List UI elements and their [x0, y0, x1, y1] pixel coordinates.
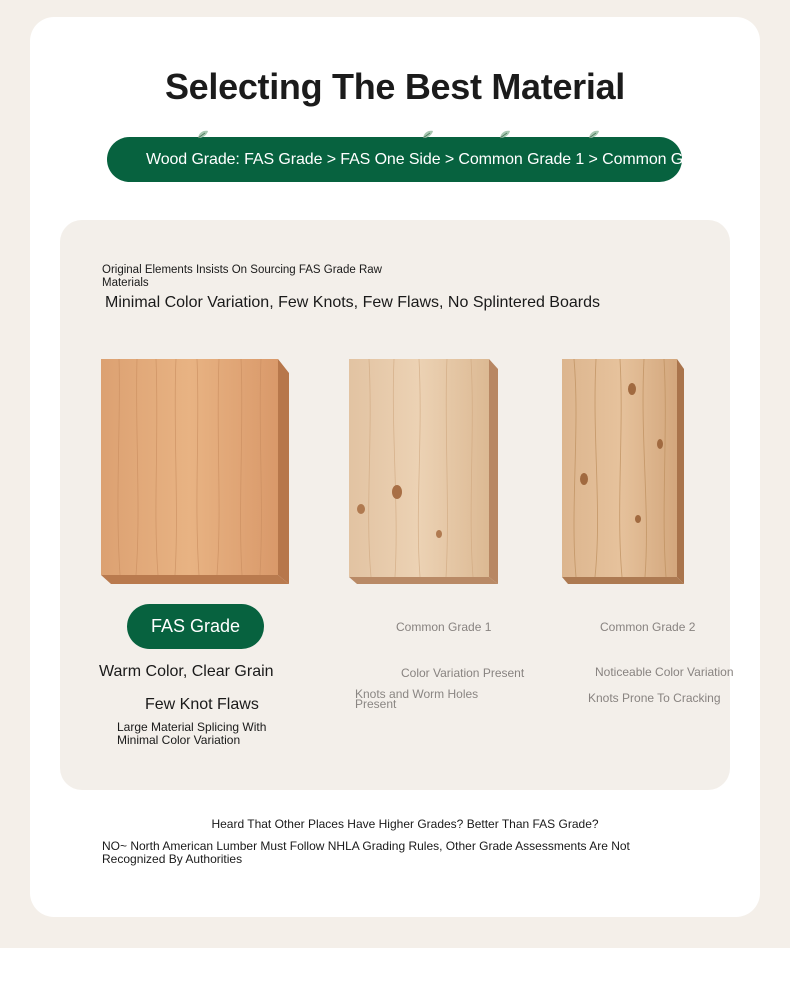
page-title: Selecting The Best Material [164, 66, 626, 107]
leaf-icon [499, 130, 511, 139]
faq-answer: NO~ North American Lumber Must Follow NHLA Grading Rules, Other Grade Assessments Are Not Recognized By Authorities [102, 839, 630, 866]
fas-feature-color: Warm Color, Clear Grain [99, 663, 274, 680]
grade-2-feature-cracking: Knots Prone To Cracking [588, 691, 721, 705]
fas-feature-knots: Few Knot Flaws [145, 696, 259, 713]
common-grade-2-board-image [562, 359, 684, 584]
fas-grade-badge: FAS Grade [127, 604, 264, 649]
common-grade-1-label: Common Grade 1 [396, 620, 492, 634]
grade-order-text: Wood Grade: FAS Grade > FAS One Side > Common Grade 1 > Common Grade 2 [146, 151, 728, 168]
grade-1-feature-knots: Knots and Worm Holes Present [355, 687, 479, 711]
sourcing-note: Original Elements Insists On Sourcing FAS Grade Raw Materials [102, 264, 382, 289]
leaf-icon [422, 130, 434, 139]
common-grade-1-board-image [349, 359, 498, 584]
grade-order-banner [107, 137, 728, 182]
quality-summary: Minimal Color Variation, Few Knots, Few Flaws, No Splintered Boards [105, 294, 600, 311]
common-grade-2-label: Common Grade 2 [600, 620, 696, 634]
leaf-icon [588, 130, 600, 139]
fas-feature-splicing: Large Material Splicing With Minimal Color Variation [117, 720, 267, 747]
leaf-icon [197, 130, 209, 139]
fas-grade-board-image [101, 359, 289, 584]
grade-1-feature-color: Color Variation Present [401, 666, 525, 680]
faq-question: Heard That Other Places Have Higher Grades? Better Than FAS Grade? [211, 817, 599, 831]
grade-2-feature-color: Noticeable Color Variation [595, 665, 734, 679]
